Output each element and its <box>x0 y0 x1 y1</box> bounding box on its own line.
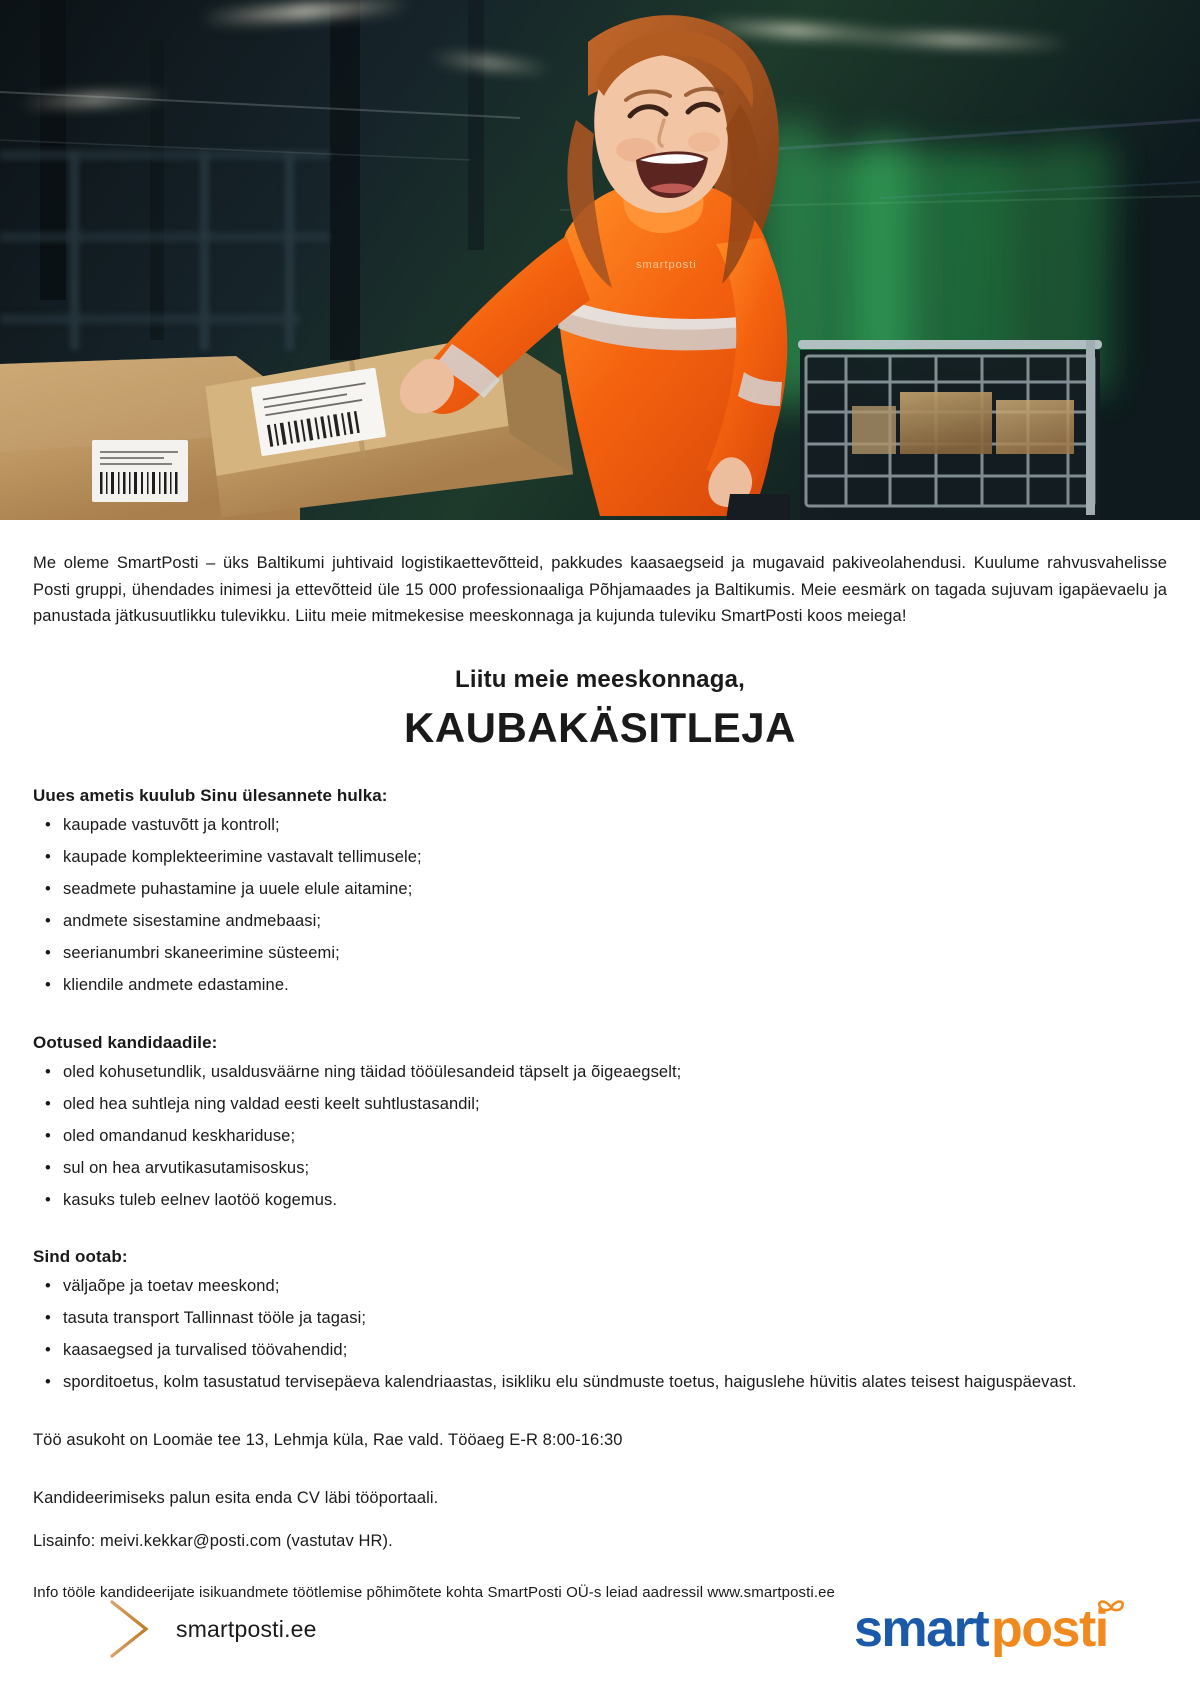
list-item-text: oled hea suhtleja ning valdad eesti keelt suhtlustasandil; <box>63 1094 480 1113</box>
list-item <box>33 1369 1167 1395</box>
smartposti-logo <box>854 1594 1154 1664</box>
section-title: Sind ootab: <box>33 1246 128 1266</box>
footer <box>0 1579 1200 1697</box>
footer-link-group[interactable] <box>46 1598 317 1660</box>
bullet-icon: • <box>45 1158 51 1177</box>
list-item <box>33 1305 1167 1331</box>
list-item <box>33 940 1167 966</box>
bullet-icon: • <box>45 848 51 867</box>
arrow-right-icon <box>46 1598 154 1660</box>
list-item-text: väljaõpe ja toetav meeskond; <box>63 1276 280 1295</box>
bullet-icon: • <box>45 1276 51 1295</box>
list-item-text: kaasaegsed ja turvalised töövahendid; <box>63 1340 348 1359</box>
hero-image <box>0 0 1200 520</box>
bullet-icon: • <box>45 1062 51 1081</box>
list-item-text: sporditoetus, kolm tasustatud tervisepäeva kalendriaastas, isikliku elu sündmuste toetus, haiguslehe hüvitis alates teisest haiguspäevast. <box>63 1373 1077 1392</box>
list-item <box>33 1059 1167 1085</box>
list-item-text: sul on hea arvutikasutamisoskus; <box>63 1158 310 1177</box>
list-item <box>33 812 1167 838</box>
bullet-icon: • <box>45 1373 51 1392</box>
bullet-icon: • <box>45 1308 51 1327</box>
section-requirements <box>33 1033 1167 1213</box>
list-item <box>33 972 1167 998</box>
list-item <box>33 876 1167 902</box>
list-item-text: seadmete puhastamine ja uuele elule aitamine; <box>63 880 413 899</box>
list-item-text: kaupade vastuvõtt ja kontroll; <box>63 816 280 835</box>
list-item <box>33 1123 1167 1149</box>
list-item <box>33 1273 1167 1299</box>
section-benefits <box>33 1247 1167 1395</box>
list-item-text: kasuks tuleb eelnev laotöö kogemus. <box>63 1190 338 1209</box>
footer-url[interactable]: smartposti.ee <box>176 1615 317 1642</box>
list-item-text: kliendile andmete edastamine. <box>63 976 289 995</box>
section-duties <box>33 786 1167 998</box>
list-item <box>33 908 1167 934</box>
duties-list <box>33 812 1167 998</box>
logo-text-posti: posti <box>991 1600 1108 1658</box>
list-item-text: kaupade komplekteerimine vastavalt tellimusele; <box>63 848 422 867</box>
list-item-text: oled kohusetundlik, usaldusväärne ning täidad tööülesandeid täpselt ja õigeaegselt; <box>63 1062 682 1081</box>
job-ad-content <box>0 550 1200 1605</box>
apply-line: Kandideerimiseks palun esita enda CV läbi tööportaali. <box>33 1489 439 1508</box>
list-item-text: tasuta transport Tallinnast tööle ja tagasi; <box>63 1308 367 1327</box>
list-item-text: oled omandanud keskhariduse; <box>63 1126 296 1145</box>
section-title: Ootused kandidaadile: <box>33 1032 218 1052</box>
bullet-icon: • <box>45 1126 51 1145</box>
list-item-text: andmete sisestamine andmebaasi; <box>63 912 322 931</box>
svg-text:smartposti: smartposti <box>636 259 697 271</box>
privacy-line: Info tööle kandideerijate isikuandmete töötlemise põhimõtete kohta SmartPosti OÜ-s leiad aadressil www.smartposti.ee <box>33 1583 835 1601</box>
logo-text-smart: smart <box>854 1600 989 1658</box>
bullet-icon: • <box>45 912 51 931</box>
headline-block <box>33 666 1167 752</box>
intro-paragraph: Me oleme SmartPosti – üks Baltikumi juhtivaid logistikaettevõtteid, pakkudes kaasaegseid ja mugavaid pakiveolahendusi. Kuulume rahvusvahelisse Posti gruppi, ühendades inimesi ja ettevõtteid üle 15 000 professionaaliga Põhjamaades ja Baltikumis. Meie eesmärk on tagada sujuvam igapäevaelu ja panustada jätkusuutlikku tulevikku. Liitu meie mitmekesise meeskonnaga ja kujunda tuleviku SmartPosti koos meiega! <box>33 554 1167 626</box>
contact-line: Lisainfo: meivi.kekkar@posti.com (vastutav HR). <box>33 1532 393 1551</box>
requirements-list <box>33 1059 1167 1213</box>
list-item <box>33 1187 1167 1213</box>
bullet-icon: • <box>45 1094 51 1113</box>
hero-illustration <box>0 0 1200 520</box>
list-item-text: seerianumbri skaneerimine süsteemi; <box>63 944 340 963</box>
benefits-list <box>33 1273 1167 1395</box>
bullet-icon: • <box>45 976 51 995</box>
list-item <box>33 1337 1167 1363</box>
page-title: KAUBAKÄSITLEJA <box>403 704 796 752</box>
bullet-icon: • <box>45 944 51 963</box>
list-item <box>33 1155 1167 1181</box>
section-title: Uues ametis kuulub Sinu ülesannete hulka: <box>33 786 388 806</box>
bullet-icon: • <box>45 816 51 835</box>
location-line: Töö asukoht on Loomäe tee 13, Lehmja küla, Rae vald. Tööaeg E-R 8:00-16:30 <box>33 1431 623 1450</box>
list-item <box>33 844 1167 870</box>
list-item <box>33 1091 1167 1117</box>
bullet-icon: • <box>45 1190 51 1209</box>
bullet-icon: • <box>45 880 51 899</box>
bullet-icon: • <box>45 1340 51 1359</box>
headline-subtitle: Liitu meie meeskonnaga, <box>454 666 746 694</box>
